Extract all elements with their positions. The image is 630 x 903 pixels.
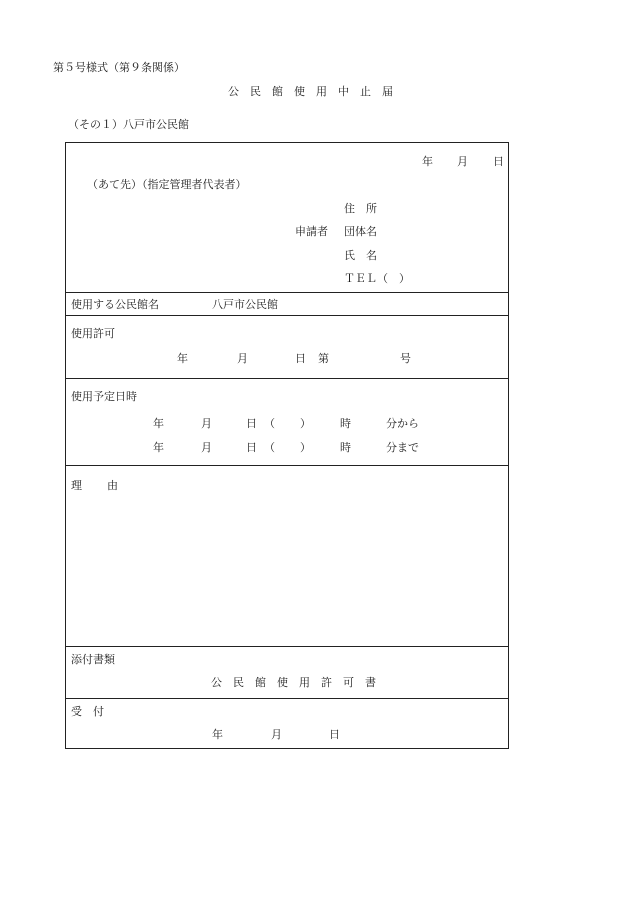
schedule-start-day: 日（ ）: [246, 417, 318, 430]
attachments-label: 添付書類: [71, 653, 115, 666]
divider: [66, 292, 508, 293]
page-title: 公民館使用中止届: [228, 85, 404, 98]
divider: [66, 646, 508, 647]
permit-month: 月: [237, 352, 248, 365]
schedule-end-month: 月: [201, 441, 212, 454]
reception-month: 月: [271, 728, 282, 741]
schedule-start-minute: 分から: [386, 417, 419, 430]
divider: [66, 378, 508, 379]
permit-day: 日: [295, 352, 306, 365]
applicant-name-label: 氏 名: [344, 249, 377, 262]
hall-label: 使用する公民館名: [71, 298, 159, 311]
form-subtitle: （その１）八戸市公民館: [68, 118, 189, 131]
schedule-end-minute: 分まで: [386, 441, 419, 454]
schedule-end-hour: 時: [340, 441, 351, 454]
schedule-start-month: 月: [201, 417, 212, 430]
schedule-end-day: 日（ ）: [246, 441, 318, 454]
reason-label: 理 由: [71, 479, 125, 492]
schedule-start-year: 年: [153, 417, 164, 430]
divider: [66, 315, 508, 316]
schedule-label: 使用予定日時: [71, 390, 137, 403]
schedule-end-year: 年: [153, 441, 164, 454]
reception-label: 受 付: [71, 705, 104, 718]
divider: [66, 465, 508, 466]
permit-label: 使用許可: [71, 327, 115, 340]
permit-go: 号: [400, 352, 411, 365]
reception-day: 日: [329, 728, 340, 741]
attachments-value: 公民館使用許可書: [211, 676, 387, 689]
applicant-address-label: 住 所: [344, 202, 377, 215]
reception-year: 年: [212, 728, 223, 741]
reason-area[interactable]: [70, 497, 506, 645]
divider: [66, 698, 508, 699]
addressee: （あて先）（指定管理者代表者）: [87, 178, 247, 191]
permit-year: 年: [177, 352, 188, 365]
header-date-month: 月: [457, 155, 468, 168]
applicant-group-label: 団体名: [344, 225, 377, 238]
schedule-start-hour: 時: [340, 417, 351, 430]
applicant-tel-label: ＴＥＬ（ ）: [344, 272, 410, 285]
applicant-label: 申請者: [295, 225, 328, 238]
header-date-year: 年: [422, 155, 433, 168]
hall-value: 八戸市公民館: [212, 298, 278, 311]
form-table: [65, 142, 509, 749]
header-date-day: 日: [493, 155, 504, 168]
form-number: 第５号様式（第９条関係）: [53, 61, 185, 74]
permit-dai: 第: [318, 352, 329, 365]
